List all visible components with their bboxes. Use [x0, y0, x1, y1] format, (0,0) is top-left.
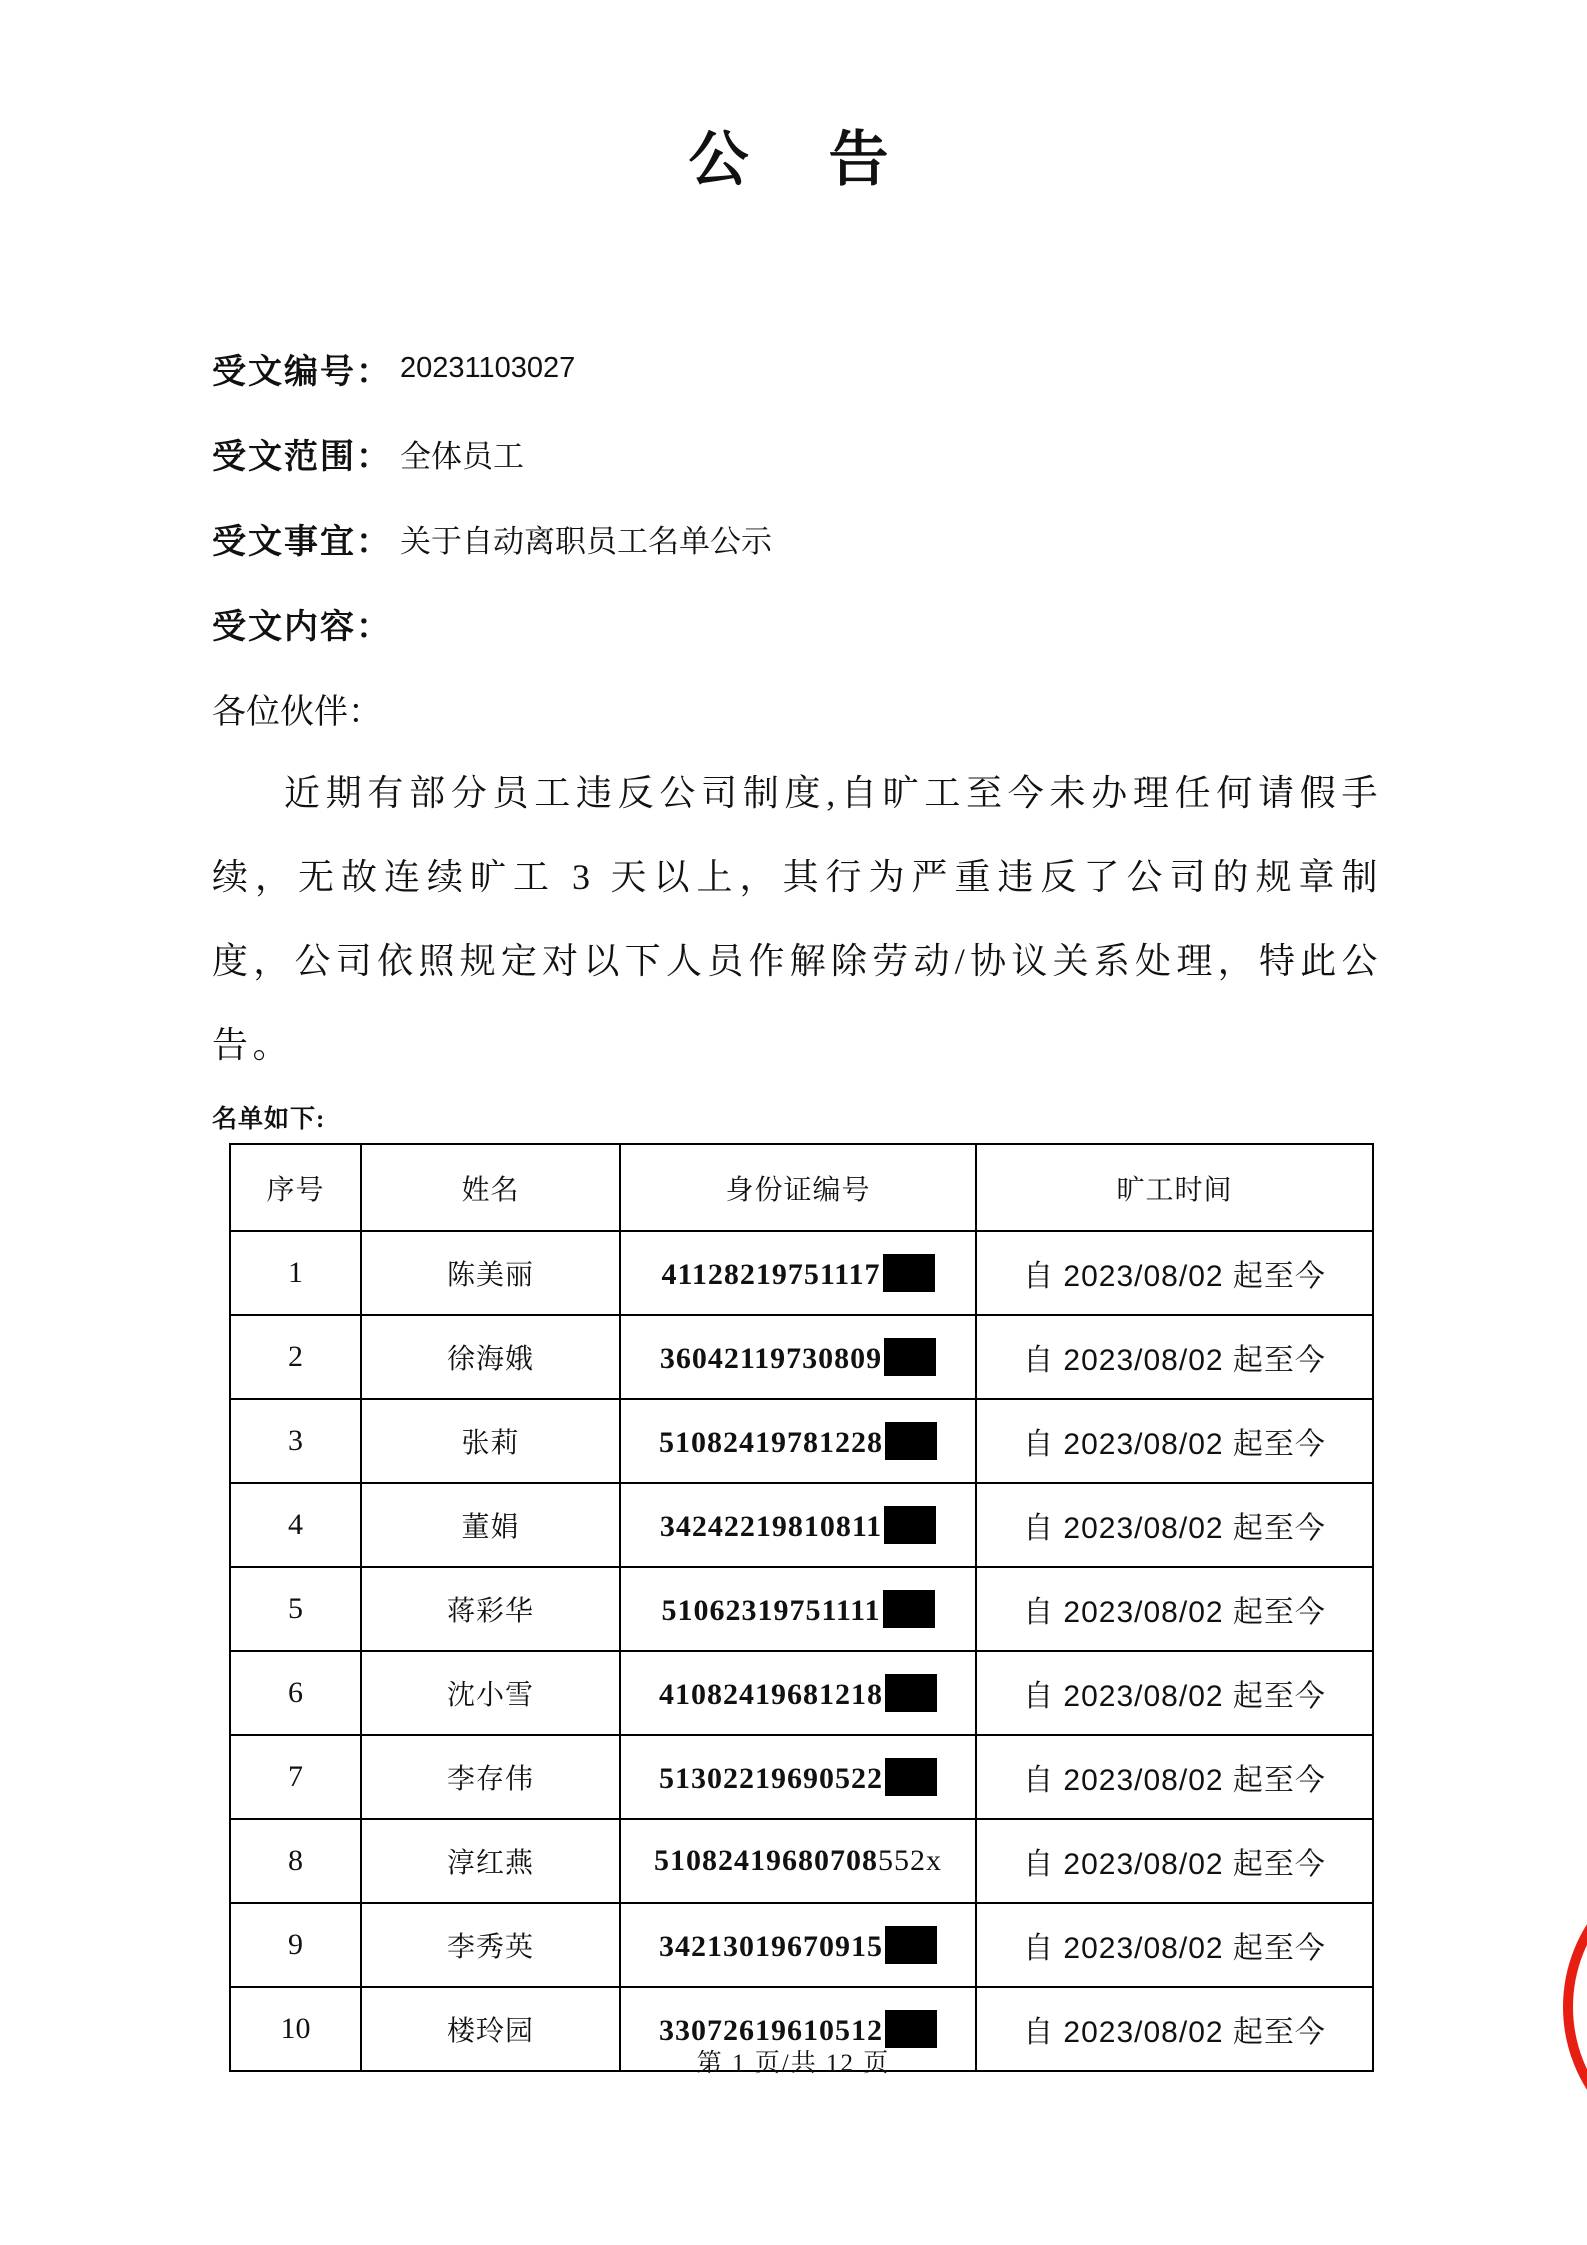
cell-serial-number: 9: [230, 1903, 361, 1987]
id-number-text: 34242219810811: [659, 1510, 883, 1543]
cell-id-number: [620, 1399, 976, 1483]
table-header-row: [230, 1144, 1373, 1231]
field-label: 受文事宜：: [212, 524, 392, 561]
id-number-text: 51062319751111: [661, 1594, 881, 1627]
id-number-text: 34213019670915: [659, 1930, 883, 1963]
cell-serial-number: 6: [230, 1651, 361, 1735]
id-number-text: 51302219690522: [659, 1762, 883, 1795]
cell-employee-name: 张莉: [361, 1399, 620, 1483]
table-row: [230, 1399, 1373, 1483]
body-paragraph: 近期有部分员工违反公司制度,自旷工至今未办理任何请假手续，无故连续旷工 3 天以上，其行为严重违反了公司的规章制度，公司依照规定对以下人员作解除劳动/协议关系处理，特此公告。: [212, 773, 1382, 1065]
field-label: 受文内容：: [212, 609, 392, 646]
redaction-box: [884, 1506, 936, 1544]
cell-serial-number: 2: [230, 1315, 361, 1399]
cell-id-number: [620, 1483, 976, 1567]
id-number-text: 36042119730809: [659, 1342, 883, 1375]
salutation: 各位伙伴：: [212, 694, 382, 731]
cell-id-number: [620, 1819, 976, 1903]
cell-serial-number: 10: [230, 1987, 361, 2071]
page-title: 公 告: [688, 127, 899, 193]
id-number-suffix: 552x: [878, 1844, 942, 1877]
field-label: 受文范围：: [212, 439, 392, 476]
table-row: [230, 1231, 1373, 1315]
field-content-label: [212, 581, 1382, 666]
cell-serial-number: 7: [230, 1735, 361, 1819]
cell-absence-period: 自 2023/08/02 起至今: [976, 1819, 1373, 1903]
col-header-absence: 旷工时间: [976, 1144, 1373, 1231]
cell-serial-number: 8: [230, 1819, 361, 1903]
table-row: [230, 1567, 1373, 1651]
cell-absence-period: 自 2023/08/02 起至今: [976, 1231, 1373, 1315]
id-number-text: 51082419781228: [659, 1426, 883, 1459]
document-content: [212, 326, 1382, 2072]
cell-serial-number: 3: [230, 1399, 361, 1483]
redaction-box: [883, 1590, 935, 1628]
cell-id-number: [620, 1567, 976, 1651]
cell-employee-name: 淳红燕: [361, 1819, 620, 1903]
cell-absence-period: 自 2023/08/02 起至今: [976, 1567, 1373, 1651]
col-header-no: 序号: [230, 1144, 361, 1231]
field-label: 受文编号：: [212, 354, 392, 391]
employee-table-body: [230, 1231, 1373, 2071]
table-row: [230, 1651, 1373, 1735]
table-row: [230, 1735, 1373, 1819]
cell-serial-number: 1: [230, 1231, 361, 1315]
cell-absence-period: 自 2023/08/02 起至今: [976, 1651, 1373, 1735]
red-stamp-arc: [1563, 1852, 1587, 2162]
field-scope: [212, 411, 1382, 496]
redaction-box: [885, 1758, 937, 1796]
cell-id-number: [620, 1903, 976, 1987]
field-value: 关于自动离职员工名单公示: [400, 524, 772, 559]
cell-absence-period: 自 2023/08/02 起至今: [976, 1903, 1373, 1987]
cell-absence-period: 自 2023/08/02 起至今: [976, 1399, 1373, 1483]
id-number-text: 51082419680708: [654, 1844, 878, 1877]
cell-serial-number: 5: [230, 1567, 361, 1651]
cell-employee-name: 董娟: [361, 1483, 620, 1567]
employee-table: [229, 1143, 1374, 2072]
redaction-box: [883, 1254, 935, 1292]
redaction-box: [884, 1338, 936, 1376]
redaction-box: [885, 1674, 937, 1712]
table-row: [230, 1483, 1373, 1567]
id-number-text: 41128219751117: [661, 1258, 881, 1291]
cell-id-number: [620, 1735, 976, 1819]
col-header-id: 身份证编号: [620, 1144, 976, 1231]
cell-absence-period: 自 2023/08/02 起至今: [976, 1483, 1373, 1567]
col-header-name: 姓名: [361, 1144, 620, 1231]
cell-id-number: [620, 1315, 976, 1399]
field-subject: [212, 496, 1382, 581]
cell-employee-name: 徐海娥: [361, 1315, 620, 1399]
cell-id-number: [620, 1651, 976, 1735]
cell-id-number: [620, 1231, 976, 1315]
table-row: [230, 1315, 1373, 1399]
redaction-box: [885, 1422, 937, 1460]
id-number-text: 33072619610512: [659, 2014, 883, 2047]
list-label: 名单如下:: [212, 1106, 326, 1133]
field-doc-number: [212, 326, 1382, 411]
cell-employee-name: 李秀英: [361, 1903, 620, 1987]
id-number-text: 41082419681218: [659, 1678, 883, 1711]
page-footer: 第 1 页/共 12 页: [696, 2050, 891, 2077]
redaction-box: [885, 1926, 937, 1964]
cell-employee-name: 楼玲园: [361, 1987, 620, 2071]
cell-absence-period: 自 2023/08/02 起至今: [976, 1315, 1373, 1399]
table-row: [230, 1819, 1373, 1903]
cell-absence-period: 自 2023/08/02 起至今: [976, 1735, 1373, 1819]
field-value: 20231103027: [400, 352, 576, 384]
cell-serial-number: 4: [230, 1483, 361, 1567]
cell-employee-name: 陈美丽: [361, 1231, 620, 1315]
cell-employee-name: 李存伟: [361, 1735, 620, 1819]
cell-absence-period: 自 2023/08/02 起至今: [976, 1987, 1373, 2071]
table-row: [230, 1903, 1373, 1987]
cell-employee-name: 蒋彩华: [361, 1567, 620, 1651]
field-value: 全体员工: [400, 439, 524, 474]
cell-employee-name: 沈小雪: [361, 1651, 620, 1735]
